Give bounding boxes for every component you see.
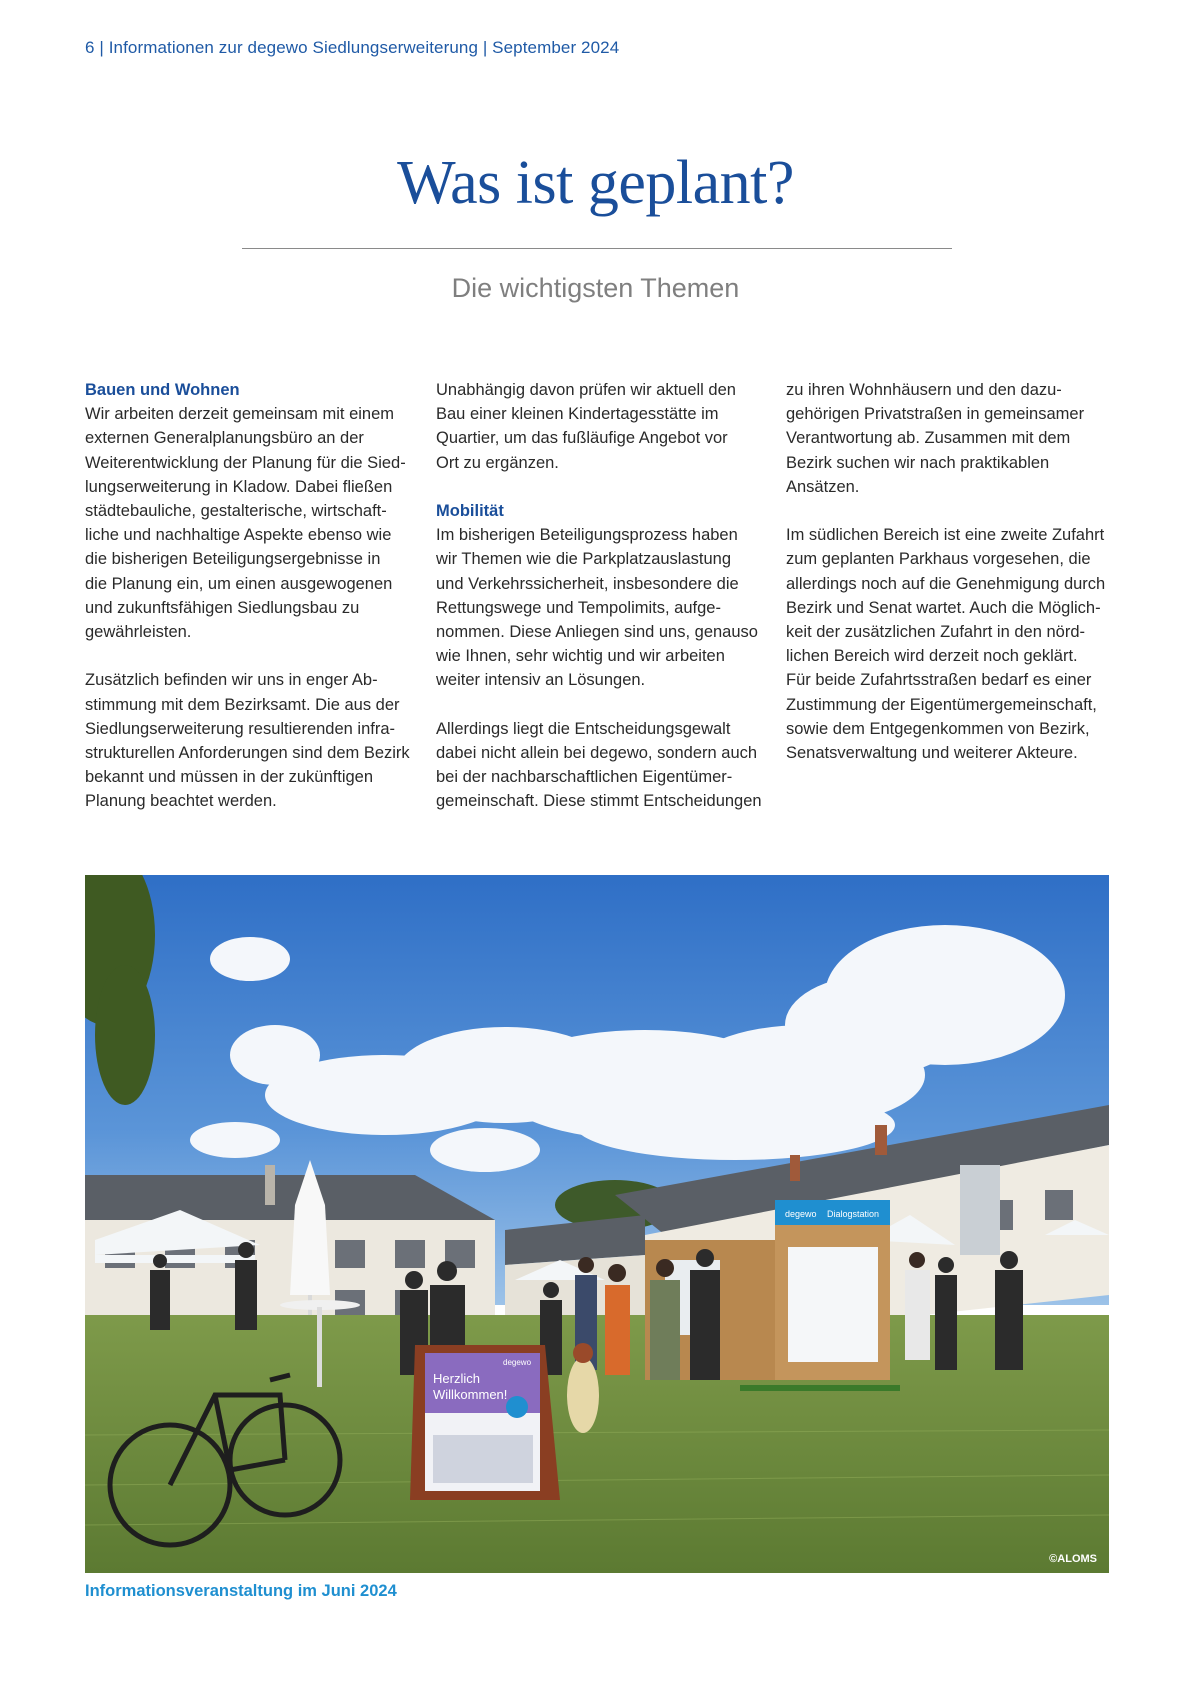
- paragraph-gap: [85, 644, 415, 668]
- body-line: lungserweiterung in Kladow. Dabei fließen: [85, 477, 393, 496]
- event-photo: [85, 875, 1109, 1573]
- body-line: bei der nachbarschaftlichen Eigentümer-: [436, 768, 733, 787]
- body-line: die bisherigen Beteiligungsergebnisse in: [85, 550, 381, 569]
- page-subtitle: Die wichtigsten Themen: [451, 273, 740, 303]
- body-line: bekannt und müssen in der zukünftigen: [85, 768, 374, 787]
- body-line: Bau einer kleinen Kindertagesstätte im: [436, 405, 719, 424]
- body-line: externen Generalplanungsbüro an der: [85, 429, 364, 448]
- body-line: städtebauliche, gestalterische, wirtschaft-: [85, 502, 387, 521]
- section-heading-mobilitaet: Mobilität: [436, 502, 504, 520]
- body-line: Verantwortung ab. Zusammen mit dem: [786, 429, 1071, 448]
- body-line: gehörigen Privatstraßen in gemeinsamer: [786, 405, 1085, 424]
- body-line: zum geplanten Parkhaus vorgesehen, die: [786, 550, 1091, 569]
- body-line: und Verkehrssicherheit, insbesondere die: [436, 574, 739, 593]
- text-column-2: [436, 378, 766, 814]
- body-line: Weiterentwicklung der Planung für die Sied-: [85, 453, 406, 472]
- title-divider: [242, 248, 952, 249]
- body-line: Wir arbeiten derzeit gemeinsam mit einem: [85, 405, 395, 424]
- body-line: Planung beachtet werden.: [85, 792, 277, 811]
- paragraph-gap: [436, 693, 766, 717]
- body-line: dabei nicht allein bei degewo, sondern auch: [436, 744, 758, 763]
- paragraph-gap: [436, 475, 766, 499]
- body-line: lichen Bereich wird derzeit noch geklärt.: [786, 647, 1078, 666]
- body-line: nommen. Diese Anliegen sind uns, genauso: [436, 623, 758, 642]
- body-line: Im bisherigen Beteiligungsprozess haben: [436, 526, 738, 545]
- body-line: Senatsverwaltung und weiterer Akteure.: [786, 744, 1078, 763]
- body-line: wir Themen wie die Parkplatzauslastung: [436, 550, 732, 569]
- photo-credit: ©ALOMS: [1049, 1553, 1097, 1565]
- body-line: Siedlungserweiterung resultierenden infra-: [85, 719, 396, 738]
- station-label: Dialogstation: [827, 1209, 880, 1219]
- text-column-1: [85, 378, 415, 814]
- body-line: Bezirk und Senat wartet. Auch die Möglich-: [786, 598, 1101, 617]
- body-line: gemeinschaft. Diese stimmt Entscheidungen: [436, 792, 762, 811]
- body-line: zu ihren Wohnhäusern und den dazu-: [786, 381, 1062, 399]
- running-head: 6 | Informationen zur degewo Siedlungserweiterung | September 2024: [85, 38, 620, 57]
- station-logo: degewo: [785, 1209, 817, 1219]
- body-line: die Planung ein, um einen ausgewogenen: [85, 574, 393, 593]
- body-line: und zukunftsfähigen Siedlungsbau zu: [85, 598, 360, 617]
- body-line: Zusätzlich befinden wir uns in enger Ab-: [85, 671, 378, 690]
- welcome-sign: [410, 1345, 560, 1500]
- body-line: Unabhängig davon prüfen wir aktuell den: [436, 381, 736, 399]
- body-line: Im südlichen Bereich ist eine zweite Zufahrt: [786, 526, 1105, 545]
- sign-text-line1: Herzlich: [433, 1371, 480, 1386]
- body-line: strukturellen Anforderungen sind dem Bezirk: [85, 744, 410, 763]
- page-title: Was ist geplant?: [397, 149, 794, 217]
- body-line: Für beide Zufahrtsstraßen bedarf es einer: [786, 671, 1092, 690]
- body-line: stimmung mit dem Bezirksamt. Die aus der: [85, 695, 400, 714]
- body-line: Allerdings liegt die Entscheidungsgewalt: [436, 719, 731, 738]
- section-heading-bauen-und-wohnen: Bauen und Wohnen: [85, 381, 240, 399]
- sign-text-line2: Willkommen!: [433, 1387, 508, 1402]
- sign-logo: degewo: [503, 1358, 532, 1367]
- paragraph-gap: [786, 499, 1116, 523]
- text-column-3: [786, 378, 1116, 765]
- body-line: allerdings noch auf die Genehmigung durch: [786, 574, 1106, 593]
- body-line: liche und nachhaltige Aspekte ebenso wie: [85, 526, 392, 545]
- photo-caption: Informationsveranstaltung im Juni 2024: [85, 1582, 397, 1600]
- body-line: gewährleisten.: [85, 623, 192, 642]
- body-line: Rettungswege und Tempolimits, aufge-: [436, 598, 721, 617]
- body-line: Quartier, um das fußläufige Angebot vor: [436, 429, 728, 448]
- body-line: weiter intensiv an Lösungen.: [436, 671, 646, 690]
- body-line: keit der zusätzlichen Zufahrt in den nörd-: [786, 623, 1085, 642]
- body-line: sowie dem Entgegenkommen von Bezirk,: [786, 719, 1090, 738]
- body-line: Bezirk suchen wir nach praktikablen: [786, 453, 1050, 472]
- body-line: Ort zu ergänzen.: [436, 453, 559, 472]
- body-line: Zustimmung der Eigentümergemeinschaft,: [786, 695, 1097, 714]
- body-line: wie Ihnen, sehr wichtig und wir arbeiten: [436, 647, 725, 666]
- body-line: Ansätzen.: [786, 477, 860, 496]
